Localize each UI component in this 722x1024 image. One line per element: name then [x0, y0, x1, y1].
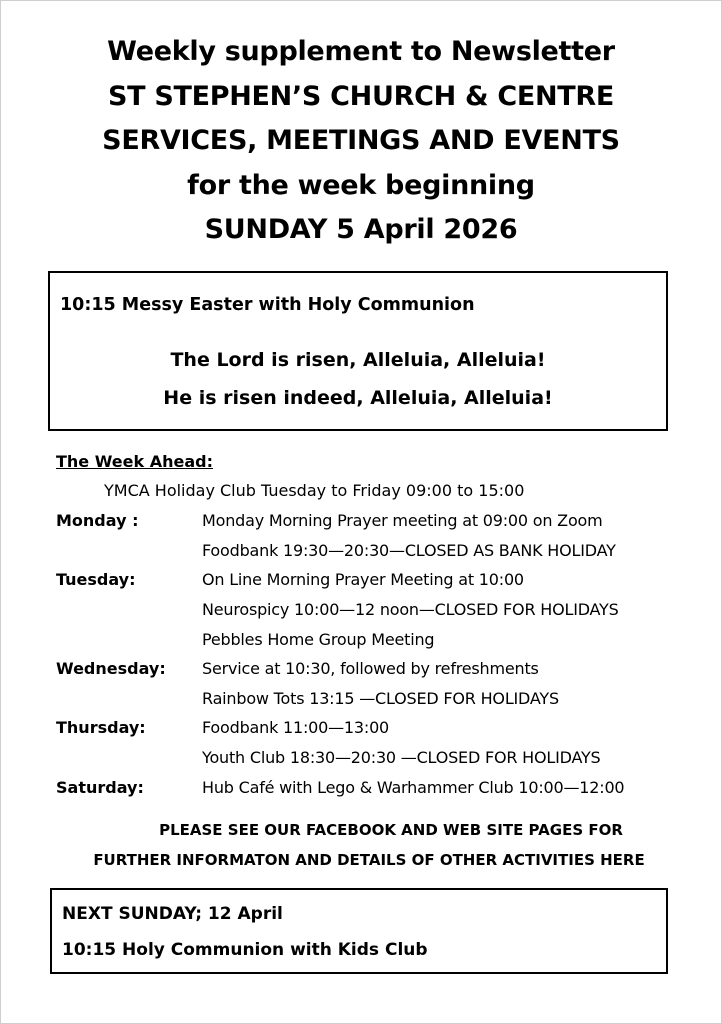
- acclamation-line: The Lord is risen, Alleluia, Alleluia!: [170, 349, 546, 371]
- title-line: for the week beginning: [187, 169, 535, 201]
- event-item: Service at 10:30, followed by refreshments: [202, 659, 539, 678]
- service-title: 10:15 Messy Easter with Holy Communion: [60, 295, 475, 315]
- day-label-thursday: Thursday:: [56, 718, 146, 737]
- notice-line: PLEASE SEE OUR FACEBOOK AND WEB SITE PAGES FOR: [159, 821, 623, 839]
- day-label-tuesday: Tuesday:: [56, 570, 136, 589]
- event-item: Monday Morning Prayer meeting at 09:00 on Zoom: [202, 511, 603, 530]
- event-item: On Line Morning Prayer Meeting at 10:00: [202, 570, 524, 589]
- week-date: SUNDAY 5 April 2026: [204, 214, 518, 245]
- church-name: ST STEPHEN’S CHURCH & CENTRE: [107, 80, 615, 112]
- event-item: Hub Café with Lego & Warhammer Club 10:00—12:00: [202, 778, 625, 797]
- day-label-wednesday: Wednesday:: [56, 659, 166, 678]
- sunday-service-box: [48, 271, 668, 431]
- page-title: [0, 30, 722, 253]
- notice-line: FURTHER INFORMATON AND DETAILS OF OTHER ACTIVITIES HERE: [93, 851, 645, 869]
- event-item: Neurospicy 10:00—12 noon—CLOSED FOR HOLIDAYS: [202, 600, 619, 619]
- next-sunday-service: 10:15 Holy Communion with Kids Club: [62, 940, 428, 960]
- event-item: Foodbank 11:00—13:00: [202, 718, 390, 737]
- next-sunday-box: [50, 888, 668, 974]
- event-item: Foodbank 19:30—20:30—CLOSED AS BANK HOLIDAY: [202, 541, 616, 560]
- title-line: Weekly supplement to Newsletter: [107, 36, 615, 67]
- acclamation-line: He is risen indeed, Alleluia, Alleluia!: [163, 387, 553, 409]
- event-item: Pebbles Home Group Meeting: [202, 630, 435, 649]
- event-item: Youth Club 18:30—20:30 —CLOSED FOR HOLIDAYS: [202, 748, 601, 767]
- day-label-monday: Monday :: [56, 511, 139, 530]
- next-sunday-date: NEXT SUNDAY; 12 April: [62, 904, 283, 924]
- ymca-notice: YMCA Holiday Club Tuesday to Friday 09:00 to 15:00: [104, 481, 525, 500]
- day-label-saturday: Saturday:: [56, 778, 144, 797]
- week-ahead-heading: The Week Ahead:: [56, 452, 213, 471]
- event-item: Rainbow Tots 13:15 —CLOSED FOR HOLIDAYS: [202, 689, 559, 708]
- title-line: SERVICES, MEETINGS AND EVENTS: [102, 125, 620, 156]
